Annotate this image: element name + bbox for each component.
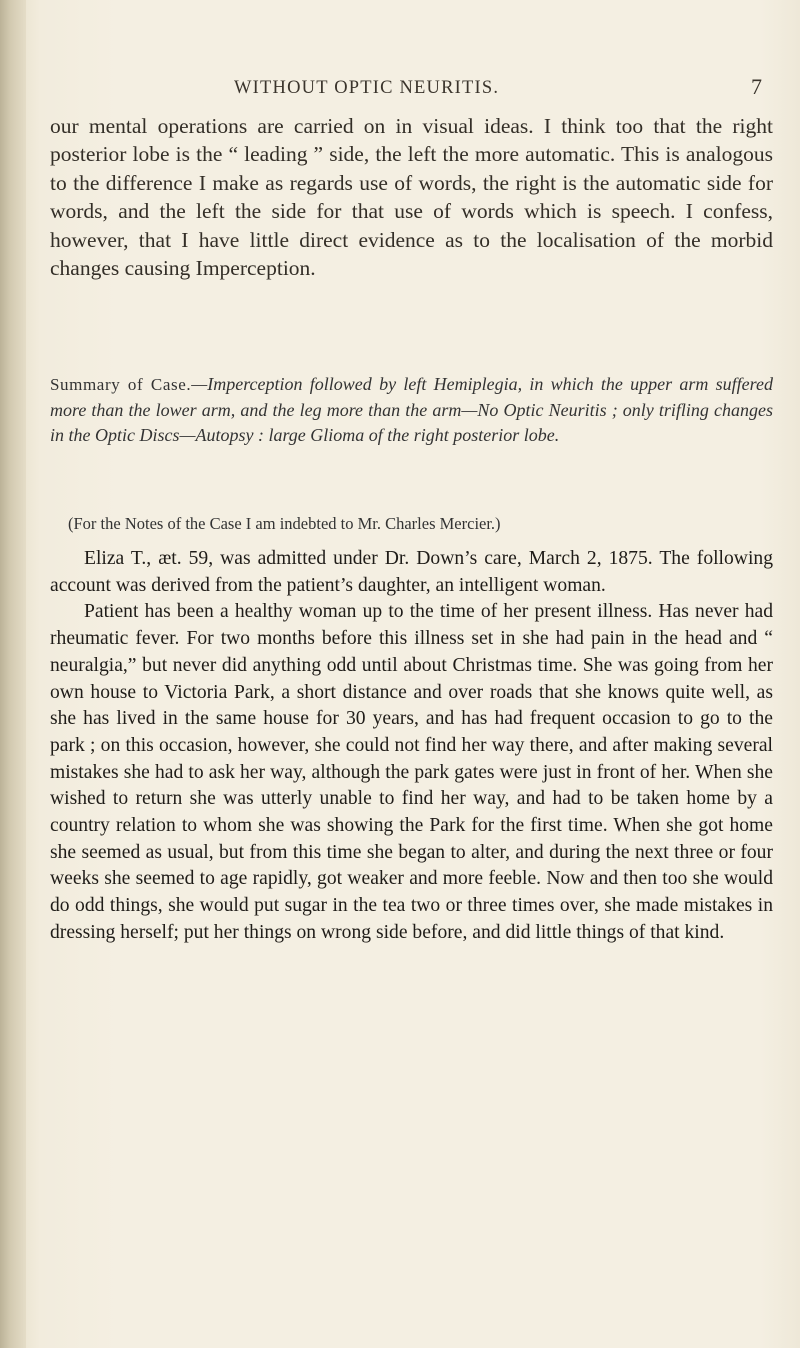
page-number: 7 (751, 74, 762, 99)
book-gutter-shadow (0, 0, 26, 1348)
acknowledgement-note: (For the Notes of the Case I am indebted to Mr. Charles Mercier.) (68, 514, 501, 533)
continuation-paragraph: our mental operations are carried on in visual ideas. I think too that the right posterior lobe is the “ leading ” side, the left the more automatic. This is analogous to the difference I make as regards use of words, the right is the automatic side for words, and the left the side for that use of words which is speech. I confess, however, that I have little direct evidence as to the localisation of the morbid changes causing Imperception. (50, 114, 773, 281)
case-history-paragraph: Patient has been a healthy woman up to the time of her present illness. Has never had rheumatic fever. For two months before this illness set in she had pain in the head and “ neuralgia,” but never did anything odd until about Christmas time. She was going from her own house to Victoria Park, a short distance and over roads that she knows quite well, as she has lived in the same house for 30 years, and has had frequent occasion to go to the park ; on this occasion, however, she could not find her way there, and after making several mistakes she had to ask her way, although the park gates were just in front of her. When she wished to return she was utterly unable to find her way, and had to be taken home by a country relation to whom she was showing the Park for the first time. When she got home she seemed as usual, but from this time she began to alter, and during the next three or four weeks she seemed to age rapidly, got weaker and more feeble. Now and then too she would do odd things, she would put sugar in the tea two or three times over, she made mistakes in dressing herself; put her things on wrong side before, and did little things of that kind. (50, 601, 773, 943)
case-history (50, 546, 773, 947)
running-header: WITHOUT OPTIC NEURITIS. (234, 78, 500, 98)
case-summary (50, 372, 773, 449)
summary-heading: Summary of Case. (50, 375, 192, 394)
case-intro-paragraph: Eliza T., æt. 59, was admitted under Dr. Down’s care, March 2, 1875. The following account was derived from the patient’s daughter, an intelligent woman. (50, 548, 773, 596)
summary-text: —Imperception followed by left Hemiplegia, in which the upper arm suffered more than the lower arm, and the leg more than the arm—No Optic Neuritis ; only trifling changes in the Optic Discs—Autopsy : large Glioma of the right posterior lobe. (50, 374, 773, 446)
